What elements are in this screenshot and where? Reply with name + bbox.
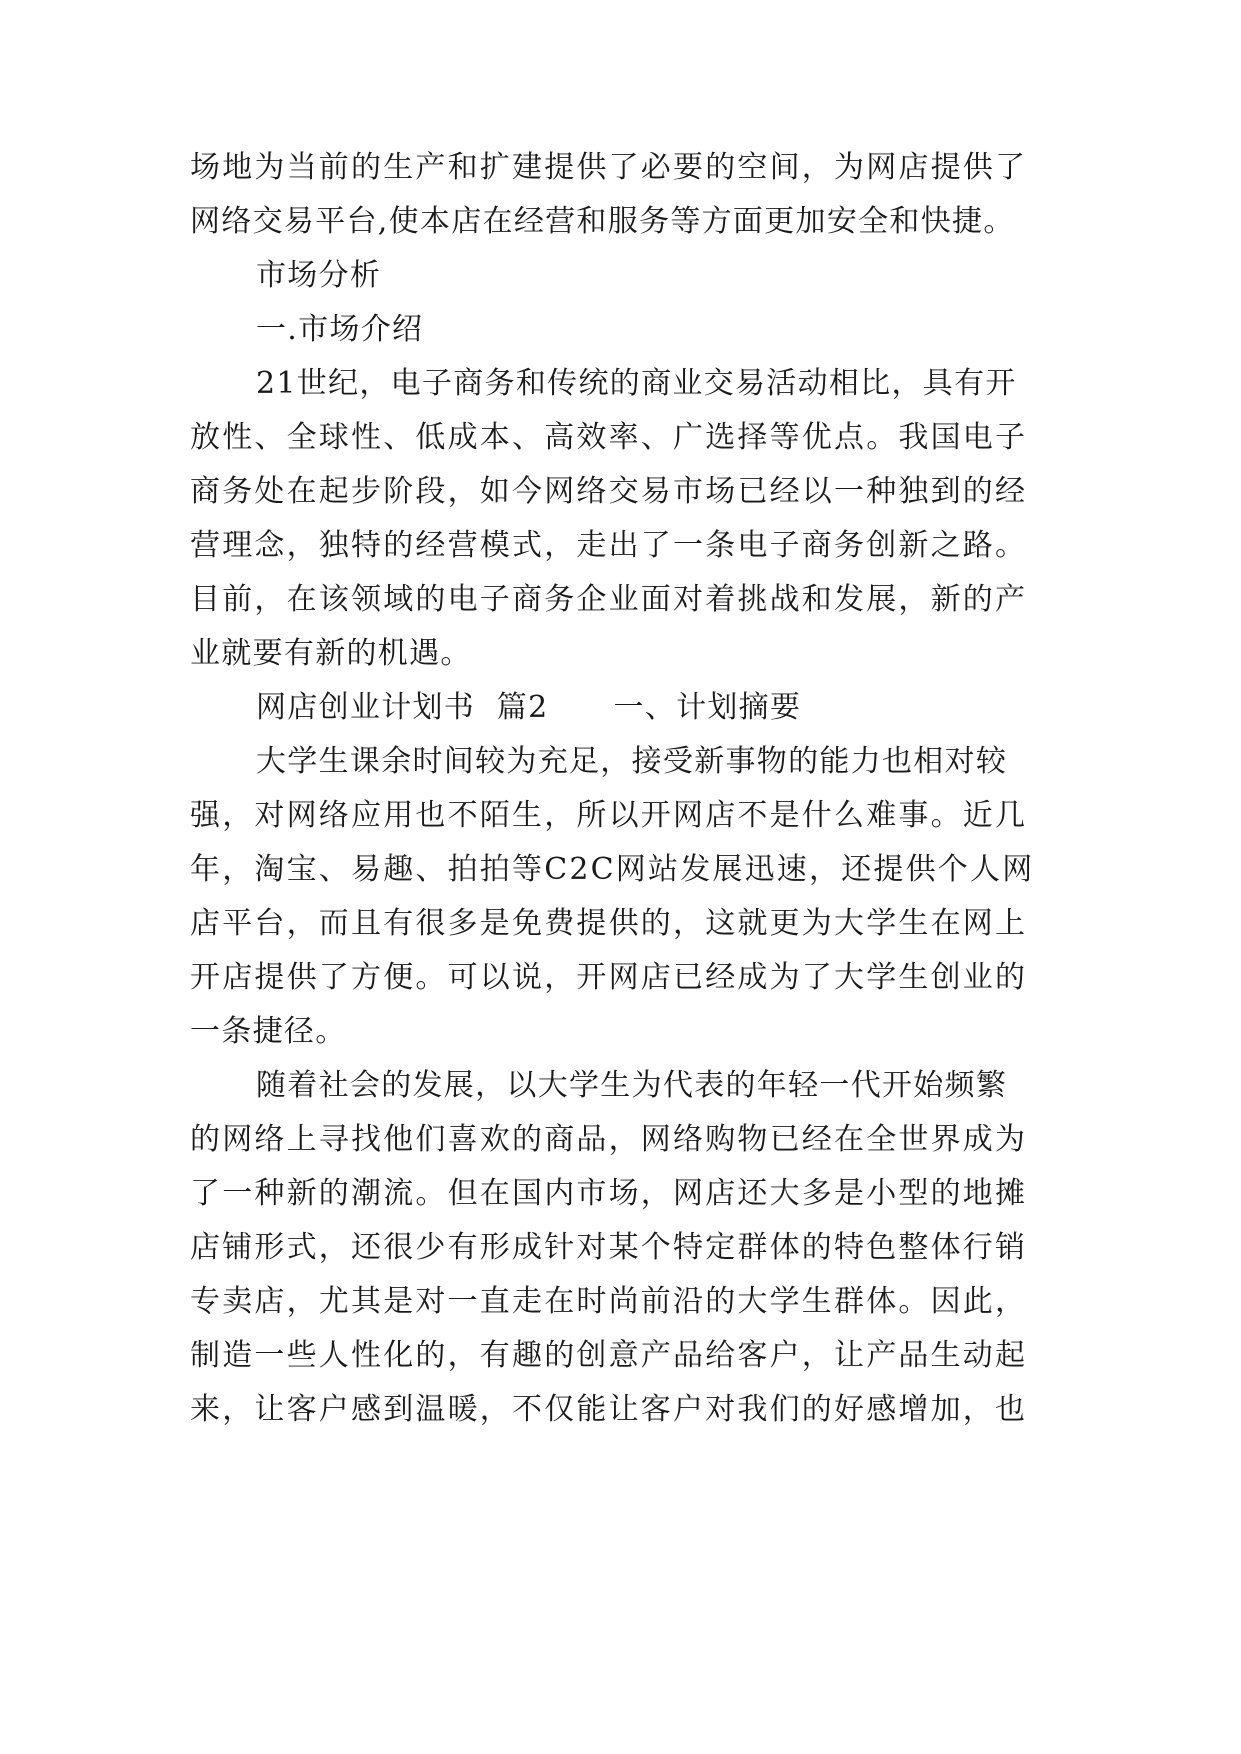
paragraph-line: 店铺形式，还很少有形成针对某个特定群体的特色整体行销 — [190, 1230, 1028, 1265]
paragraph-line: 大学生课余时间较为充足，接受新事物的能力也相对较 — [256, 744, 1008, 779]
paragraph-line: 开店提供了方便。可以说，开网店已经成为了大学生创业的 — [190, 960, 1028, 995]
paragraph-line: 21世纪，电子商务和传统的商业交易活动相比，具有开 — [256, 366, 1017, 401]
paragraph-line: 一条捷径。 — [190, 1014, 347, 1049]
paragraph-line: 网络交易平台,使本店在经营和服务等方面更加安全和快捷。 — [190, 204, 1015, 239]
paragraph-line: 场地为当前的生产和扩建提供了必要的空间，为网店提供了 — [190, 150, 1028, 185]
paragraph-line: 制造一些人性化的，有趣的创意产品给客户，让产品生动起 — [190, 1338, 1028, 1373]
section-heading: 市场分析 — [256, 258, 382, 293]
paragraph-line: 随着社会的发展，以大学生为代表的年轻一代开始频繁 — [256, 1068, 1008, 1103]
plan-heading: 网店创业计划书 篇2 一、计划摘要 — [256, 690, 802, 725]
paragraph-line: 专卖店，尤其是对一直走在时尚前沿的大学生群体。因此， — [190, 1284, 1028, 1319]
paragraph-line: 的网络上寻找他们喜欢的商品，网络购物已经在全世界成为 — [190, 1122, 1028, 1157]
paragraph-line: 业就要有新的机遇。 — [190, 636, 472, 671]
paragraph-line: 目前，在该领域的电子商务企业面对着挑战和发展，新的产 — [190, 582, 1028, 617]
paragraph-line: 强，对网络应用也不陌生，所以开网店不是什么难事。近几 — [190, 798, 1028, 833]
paragraph-line: 商务处在起步阶段，如今网络交易市场已经以一种独到的经 — [190, 474, 1028, 509]
paragraph-line: 年，淘宝、易趣、拍拍等C2C网站发展迅速，还提供个人网 — [190, 852, 1035, 887]
paragraph-line: 营理念，独特的经营模式，走出了一条电子商务创新之路。 — [190, 528, 1028, 563]
paragraph-line: 了一种新的潮流。但在国内市场，网店还大多是小型的地摊 — [190, 1176, 1028, 1211]
paragraph-line: 来，让客户感到温暖，不仅能让客户对我们的好感增加，也 — [190, 1392, 1028, 1427]
paragraph-line: 店平台，而且有很多是免费提供的，这就更为大学生在网上 — [190, 906, 1028, 941]
subsection-heading: 一.市场介绍 — [256, 312, 424, 347]
paragraph-line: 放性、全球性、低成本、高效率、广选择等优点。我国电子 — [190, 420, 1028, 455]
